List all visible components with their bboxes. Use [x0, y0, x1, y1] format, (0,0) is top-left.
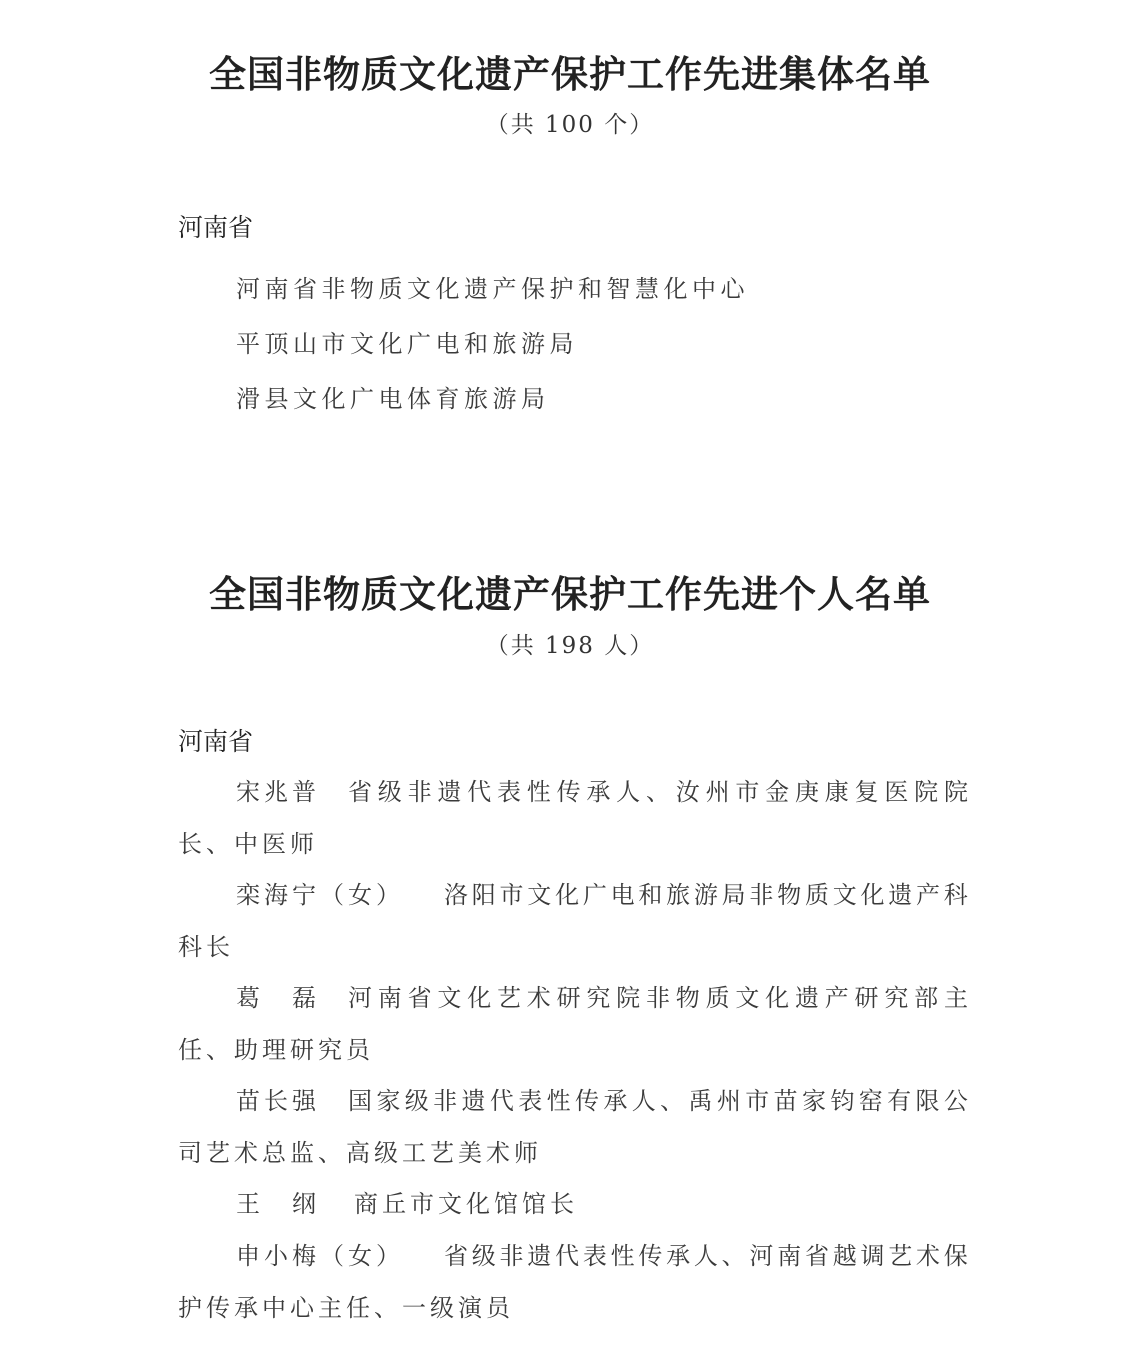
collective-count: （共 100 个）: [485, 112, 655, 138]
person-title-continued: 长、中医师: [178, 830, 318, 858]
person-title: 河 南 省 文 化 艺 术 研 究 院 非 物 质 文 化 遗 产 研 究 部 主: [348, 984, 968, 1012]
person-entry: [178, 1230, 968, 1334]
organization-item: 滑县文化广电体育旅游局: [236, 385, 550, 413]
person-name: 宋兆普: [236, 778, 320, 806]
organization-item: 平顶山市文化广电和旅游局: [236, 330, 578, 358]
person-title: 洛 阳 市 文 化 广 电 和 旅 游 局 非 物 质 文 化 遗 产 科: [444, 881, 968, 909]
person-title: 省 级 非 遗 代 表 性 传 承 人 、 河 南 省 越 调 艺 术 保: [444, 1242, 968, 1270]
person-entry: [178, 766, 968, 870]
person-entry: [178, 1178, 968, 1230]
organization-list: [236, 262, 749, 427]
person-name: 葛 磊: [236, 984, 320, 1012]
person-title-continued: 科长: [178, 933, 234, 961]
individual-province-heading: 河南省: [178, 727, 254, 756]
person-name: 苗长强: [236, 1087, 320, 1115]
individual-list-title: 全国非物质文化遗产保护工作先进个人名单: [209, 573, 931, 616]
person-name: 王 纲: [236, 1190, 320, 1218]
person-title: 国 家 级 非 遗 代 表 性 传 承 人 、 禹 州 市 苗 家 钧 窑 有 限 公: [348, 1087, 968, 1115]
person-title: 省 级 非 遗 代 表 性 传 承 人 、 汝 州 市 金 庚 康 复 医 院 院: [348, 778, 968, 806]
person-name: 栾海宁（女）: [236, 881, 404, 909]
person-entry: [178, 869, 968, 973]
individual-count: （共 198 人）: [485, 633, 655, 659]
person-entry: [178, 972, 968, 1076]
person-entry: [178, 1075, 968, 1179]
collective-province-heading: 河南省: [178, 213, 254, 242]
person-title-continued: 司艺术总监、高级工艺美术师: [178, 1139, 542, 1167]
person-title: 商丘市文化馆馆长: [354, 1190, 578, 1218]
person-name: 申小梅（女）: [236, 1242, 404, 1270]
organization-item: 河南省非物质文化遗产保护和智慧化中心: [236, 275, 749, 303]
person-title-continued: 护传承中心主任、一级演员: [178, 1294, 514, 1322]
person-title-continued: 任、助理研究员: [178, 1036, 374, 1064]
collective-list-title: 全国非物质文化遗产保护工作先进集体名单: [209, 53, 931, 96]
